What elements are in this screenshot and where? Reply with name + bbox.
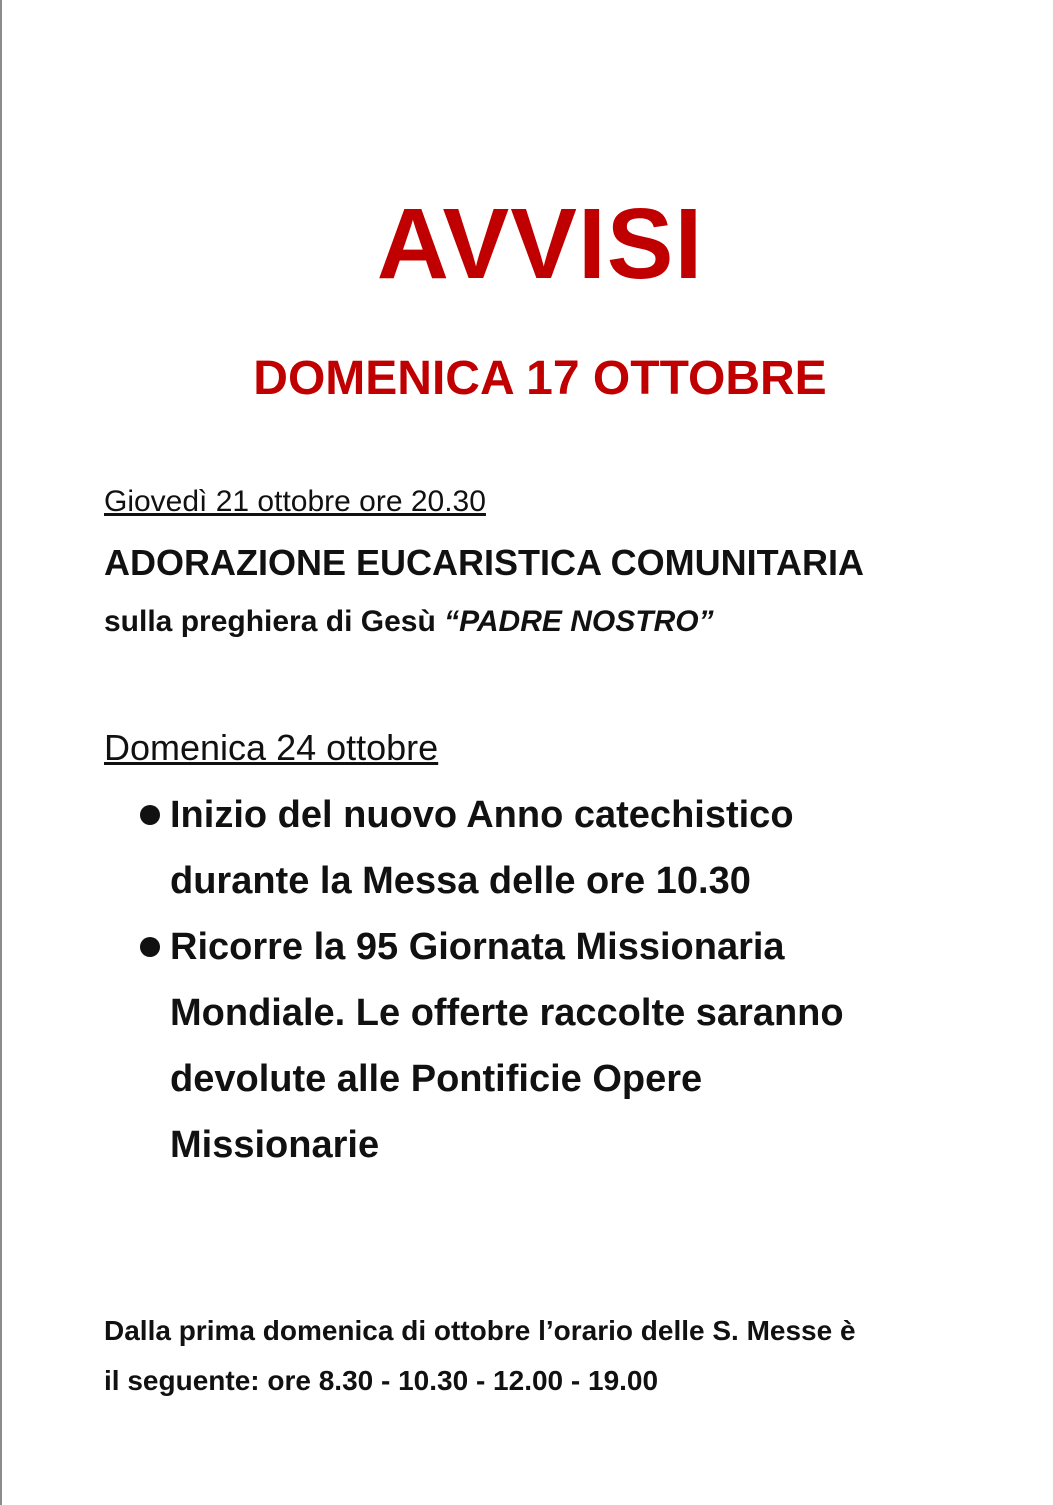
list-item-line: Inizio del nuovo Anno catechistico (170, 794, 794, 836)
list-item-line: Mondiale. Le offerte raccolte saranno (170, 992, 844, 1034)
event-subheading (104, 600, 714, 644)
mass-schedule-line: il seguente: ore 8.30 - 10.30 - 12.00 - 19.00 (104, 1365, 659, 1396)
list-item-line: Missionarie (170, 1124, 380, 1166)
event-heading-adoration: ADORAZIONE EUCARISTICA COMUNITARIA (104, 542, 864, 583)
bullet-icon (140, 937, 160, 957)
announcement-list (138, 782, 938, 1178)
list-item-line: devolute alle Pontificie Opere (170, 1058, 703, 1100)
list-item (138, 914, 938, 1178)
mass-schedule-note (104, 1306, 984, 1406)
page-title: AVVISI (376, 188, 704, 300)
list-item-line: durante la Messa delle ore 10.30 (170, 860, 751, 902)
page-subtitle: DOMENICA 17 OTTOBRE (253, 352, 827, 405)
bullet-icon (140, 805, 160, 825)
event-date-sunday: Domenica 24 ottobre (104, 727, 439, 768)
mass-schedule-line: Dalla prima domenica di ottobre l’orario delle S. Messe è (104, 1315, 856, 1346)
list-item (138, 782, 938, 914)
list-item-line: Ricorre la 95 Giornata Missionaria (170, 926, 785, 968)
event-subheading-prefix: sulla preghiera di Gesù (104, 605, 445, 638)
event-date-thursday: Giovedì 21 ottobre ore 20.30 (104, 485, 486, 518)
event-subheading-prayer: “PADRE NOSTRO” (444, 605, 714, 638)
